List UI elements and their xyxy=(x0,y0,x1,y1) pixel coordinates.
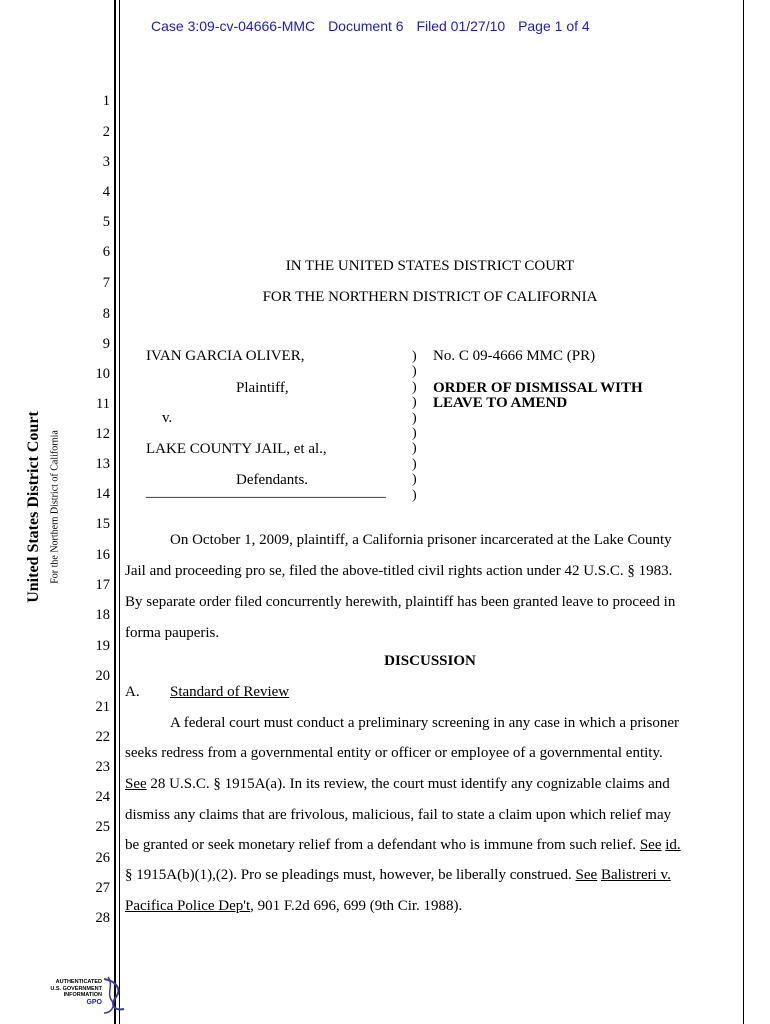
line-number: 11 xyxy=(96,396,110,412)
body-line-3: See 28 U.S.C. § 1915A(a). In its review, the court must identify any cognizable claims and xyxy=(125,776,670,792)
body-line-5: be granted or seek monetary relief from a defendant who is immune from such relief. See id. xyxy=(125,837,681,853)
caption-paren: ) xyxy=(412,410,417,426)
line-number: 25 xyxy=(95,819,110,835)
see-signal: See xyxy=(639,837,662,853)
line-number: 5 xyxy=(102,214,110,230)
line-number: 19 xyxy=(95,638,110,654)
line-number: 4 xyxy=(102,184,110,200)
line-number: 23 xyxy=(95,759,110,775)
plaintiff-label: Plaintiff, xyxy=(236,380,289,396)
gpo-authentication-seal: AUTHENTICATED U.S. GOVERNMENT INFORMATION GPO xyxy=(44,975,129,1015)
line-number: 12 xyxy=(95,426,110,442)
intro-line-2: Jail and proceeding pro se, filed the above-titled civil rights action under 42 U.S.C. § 1983. xyxy=(125,563,673,579)
caption-paren: ) xyxy=(412,364,417,380)
eagle-icon xyxy=(44,975,129,1015)
line-number: 21 xyxy=(95,699,110,715)
filing-header xyxy=(151,18,599,34)
intro-line-3: By separate order filed concurrently herewith, plaintiff has been granted leave to proceed in xyxy=(125,594,676,610)
line-number: 28 xyxy=(95,910,110,926)
case-citation: Pacifica Police Dep't xyxy=(125,898,251,914)
caption-paren: ) xyxy=(412,379,417,395)
versus: v. xyxy=(162,410,173,426)
line-number: 26 xyxy=(95,850,110,866)
section-title: Standard of Review xyxy=(170,684,290,700)
intro-line-1: On October 1, 2009, plaintiff, a California prisoner incarcerated at the Lake County xyxy=(170,532,672,548)
order-title-line2: LEAVE TO AMEND xyxy=(433,395,568,411)
body-line-1: A federal court must conduct a preliminary screening in any case in which a prisoner xyxy=(170,715,679,731)
caption-paren: ) xyxy=(412,349,417,364)
caption-paren: ) xyxy=(412,395,417,411)
id-citation: id. xyxy=(665,837,681,853)
court-title-line2: FOR THE NORTHERN DISTRICT OF CALIFORNIA xyxy=(262,289,598,305)
case-number: Case 3:09-cv-04666-MMC xyxy=(151,18,316,34)
order-title-line1: ORDER OF DISMISSAL WITH xyxy=(433,380,643,396)
line-number: 17 xyxy=(95,577,110,593)
line-number: 15 xyxy=(95,516,110,532)
left-margin-rule xyxy=(114,0,116,1024)
line-number: 14 xyxy=(95,486,110,502)
defendant-label: Defendants. xyxy=(236,472,309,488)
left-margin-rule-inner xyxy=(119,0,120,1024)
line-number: 8 xyxy=(102,306,110,322)
line-number: 18 xyxy=(95,607,110,623)
caption-paren: ) xyxy=(412,456,417,472)
filed-date: Filed 01/27/10 xyxy=(416,18,506,34)
line-number: 16 xyxy=(95,547,110,563)
line-number: 1 xyxy=(102,93,110,109)
line-number: 9 xyxy=(102,336,110,352)
line-number: 13 xyxy=(95,456,110,472)
court-side-label: United States District Court xyxy=(25,411,42,603)
line-number: 2 xyxy=(102,124,110,140)
see-signal: See xyxy=(125,776,147,792)
caption-paren: ) xyxy=(412,487,417,503)
discussion-heading: DISCUSSION xyxy=(384,653,476,669)
line-number: 20 xyxy=(95,668,110,684)
section-letter: A. xyxy=(125,684,140,700)
page-indicator: Page 1 of 4 xyxy=(518,18,590,34)
line-number: 24 xyxy=(95,789,110,805)
right-margin-rule xyxy=(743,0,744,1024)
district-side-label: For the Northern District of California xyxy=(49,430,61,584)
caption-rule: ________________________________ xyxy=(146,484,386,500)
body-line-2: seeks redress from a governmental entity or officer or employee of a governmental entity. xyxy=(125,745,663,761)
line-number: 3 xyxy=(102,154,110,170)
document-number: Document 6 xyxy=(328,18,404,34)
body-line-7: Pacifica Police Dep't, 901 F.2d 696, 699 (9th Cir. 1988). xyxy=(125,898,463,914)
case-citation: Balistreri v. xyxy=(600,867,671,883)
plaintiff-name: IVAN GARCIA OLIVER, xyxy=(146,348,305,364)
caption-paren: ) xyxy=(412,441,417,457)
caption-paren: ) xyxy=(412,426,417,441)
defendant-name: LAKE COUNTY JAIL, et al., xyxy=(146,441,327,457)
caption-paren: ) xyxy=(412,472,417,488)
line-number: 10 xyxy=(95,366,110,382)
body-line-6: § 1915A(b)(1),(2). Pro se pleadings must, however, be liberally construed. See Balistreri v. xyxy=(125,867,671,883)
line-number: 22 xyxy=(95,729,110,745)
case-number-caption: No. C 09-4666 MMC (PR) xyxy=(433,348,596,364)
intro-line-4: forma pauperis. xyxy=(125,625,220,641)
line-number: 6 xyxy=(102,244,110,260)
court-title-line1: IN THE UNITED STATES DISTRICT COURT xyxy=(285,258,575,274)
body-line-4: dismiss any claims that are frivolous, malicious, fail to state a claim upon which relief may xyxy=(125,807,672,823)
line-number: 27 xyxy=(95,880,110,896)
see-signal: See xyxy=(575,867,598,883)
line-number: 7 xyxy=(102,275,110,291)
